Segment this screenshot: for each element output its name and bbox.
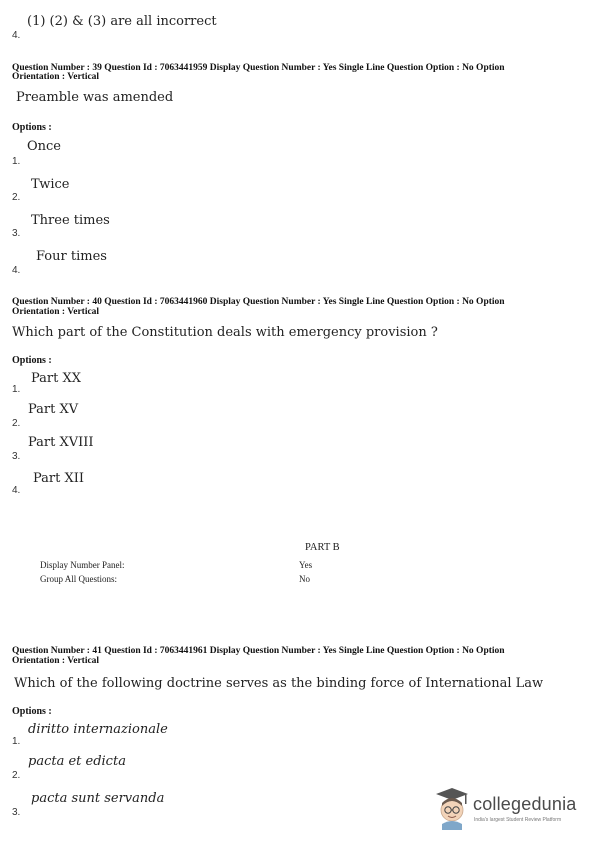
- group-all-questions-label: Group All Questions:: [40, 574, 118, 584]
- prev-option-4-number: 4.: [12, 30, 21, 41]
- q39-option-2-number: 2.: [12, 192, 21, 203]
- q41-option-1-number: 1.: [12, 736, 21, 747]
- q40-meta-line2: Orientation : Vertical: [12, 307, 100, 317]
- q40-option-1-number: 1.: [12, 384, 21, 395]
- q39-stem: Preamble was amended: [16, 90, 174, 105]
- q39-option-1-text: Once: [27, 139, 62, 154]
- q40-option-2-text: Part XV: [28, 402, 79, 417]
- q40-option-4-number: 4.: [12, 485, 21, 496]
- q41-option-2-number: 2.: [12, 770, 21, 781]
- q40-option-3-number: 3.: [12, 451, 21, 462]
- q39-option-4-number: 4.: [12, 265, 21, 276]
- q40-option-2-number: 2.: [12, 418, 21, 429]
- collegedunia-logo: [432, 786, 582, 832]
- q41-option-3-text: pacta sunt servanda: [31, 791, 165, 806]
- q39-options-label: Options :: [12, 122, 52, 133]
- q40-stem: Which part of the Constitution deals with emergency provision ?: [12, 325, 438, 340]
- q40-option-3-text: Part XVIII: [28, 435, 94, 450]
- q39-option-1-number: 1.: [12, 156, 21, 167]
- q41-option-3-number: 3.: [12, 807, 21, 818]
- q41-options-label: Options :: [12, 706, 52, 717]
- display-number-panel-value: Yes: [299, 560, 313, 570]
- logo-brand-text: collegedunia: [473, 794, 577, 814]
- q39-meta-line1: Question Number : 39 Question Id : 7063441959 Display Question Number : Yes Single Line Question Option : No Option: [12, 63, 505, 73]
- q41-stem: Which of the following doctrine serves as the binding force of International Law: [14, 676, 544, 691]
- q39-option-4-text: Four times: [36, 249, 107, 264]
- q41-option-2-text: pacta et edicta: [28, 754, 126, 769]
- q39-meta-line2: Orientation : Vertical: [12, 72, 100, 82]
- part-title: PART B: [305, 542, 340, 553]
- prev-option-4-text: (1) (2) & (3) are all incorrect: [27, 14, 217, 29]
- q40-option-1-text: Part XX: [31, 371, 81, 386]
- q41-meta-line1: Question Number : 41 Question Id : 7063441961 Display Question Number : Yes Single Line Question Option : No Option: [12, 646, 505, 656]
- display-number-panel-label: Display Number Panel:: [40, 560, 125, 570]
- graduate-avatar-icon: [432, 786, 472, 830]
- q40-option-4-text: Part XII: [33, 471, 85, 486]
- q39-option-3-number: 3.: [12, 228, 21, 239]
- q41-option-1-text: diritto internazionale: [28, 722, 168, 737]
- q40-meta-line1: Question Number : 40 Question Id : 7063441960 Display Question Number : Yes Single Line Question Option : No Option: [12, 297, 505, 307]
- q39-option-3-text: Three times: [31, 213, 110, 228]
- q40-options-label: Options :: [12, 355, 52, 366]
- group-all-questions-value: No: [299, 574, 310, 584]
- q41-meta-line2: Orientation : Vertical: [12, 656, 100, 666]
- q39-option-2-text: Twice: [31, 177, 70, 192]
- logo-tagline: India's largest Student Review Platform: [474, 817, 562, 823]
